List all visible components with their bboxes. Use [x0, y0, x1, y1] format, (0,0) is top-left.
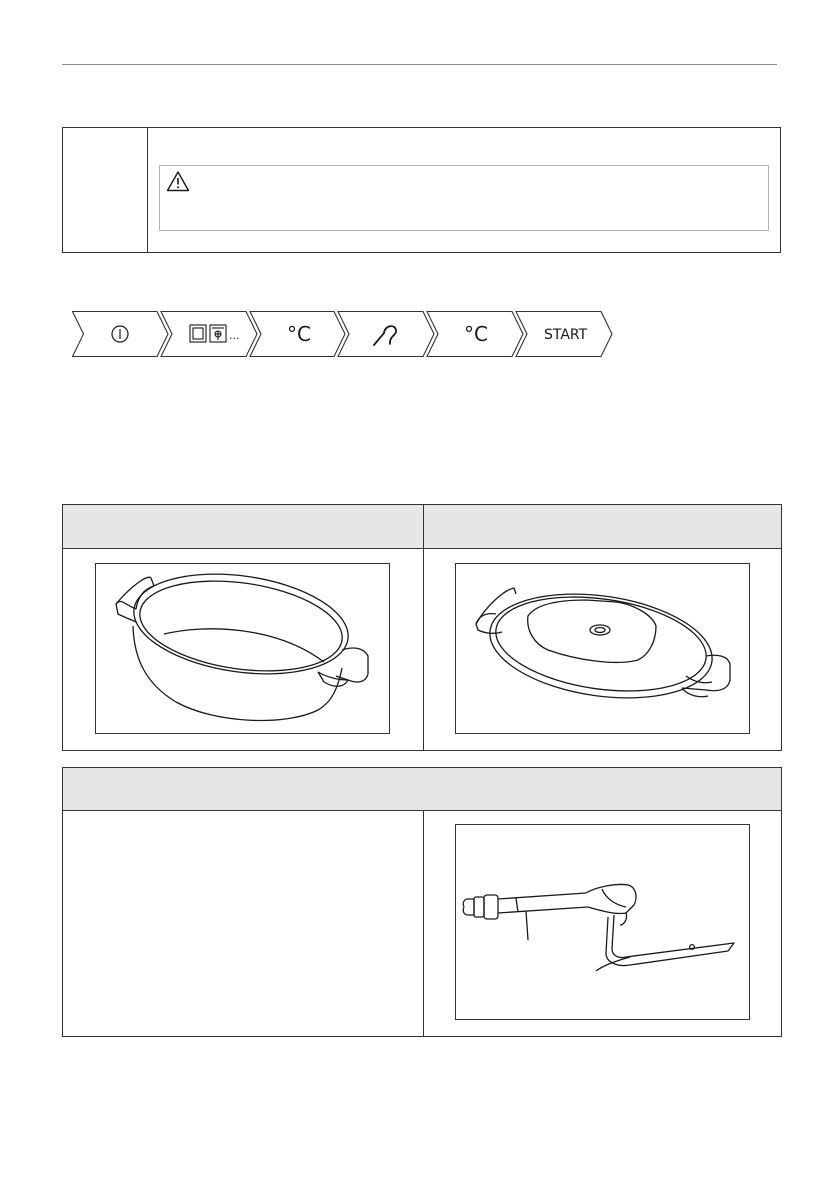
- food-sensor-table: [62, 767, 782, 1037]
- accessories-table: [62, 504, 782, 751]
- food-sensor-table-header: [63, 768, 781, 811]
- step-3-temperature: °C: [287, 322, 311, 346]
- accessories-table-divider: [423, 505, 424, 750]
- accessories-table-header: [63, 505, 781, 549]
- lid-illustration: [455, 563, 750, 734]
- warning-box: [159, 165, 769, 231]
- dish-illustration: [95, 563, 390, 734]
- step-2-ellipsis: ...: [229, 329, 240, 342]
- step-sequence: [72, 311, 617, 357]
- note-label-cell: [63, 128, 148, 252]
- header-rule: [62, 64, 777, 65]
- food-sensor-table-divider: [423, 811, 424, 1037]
- food-sensor-illustration: [455, 824, 750, 1020]
- warning-triangle-icon: [166, 170, 190, 192]
- step-4-chevron: [338, 312, 434, 357]
- step-2-chevron: [161, 312, 257, 357]
- step-5-temperature: °C: [464, 322, 488, 346]
- note-box: [62, 127, 781, 253]
- step-6-start: START: [544, 327, 588, 343]
